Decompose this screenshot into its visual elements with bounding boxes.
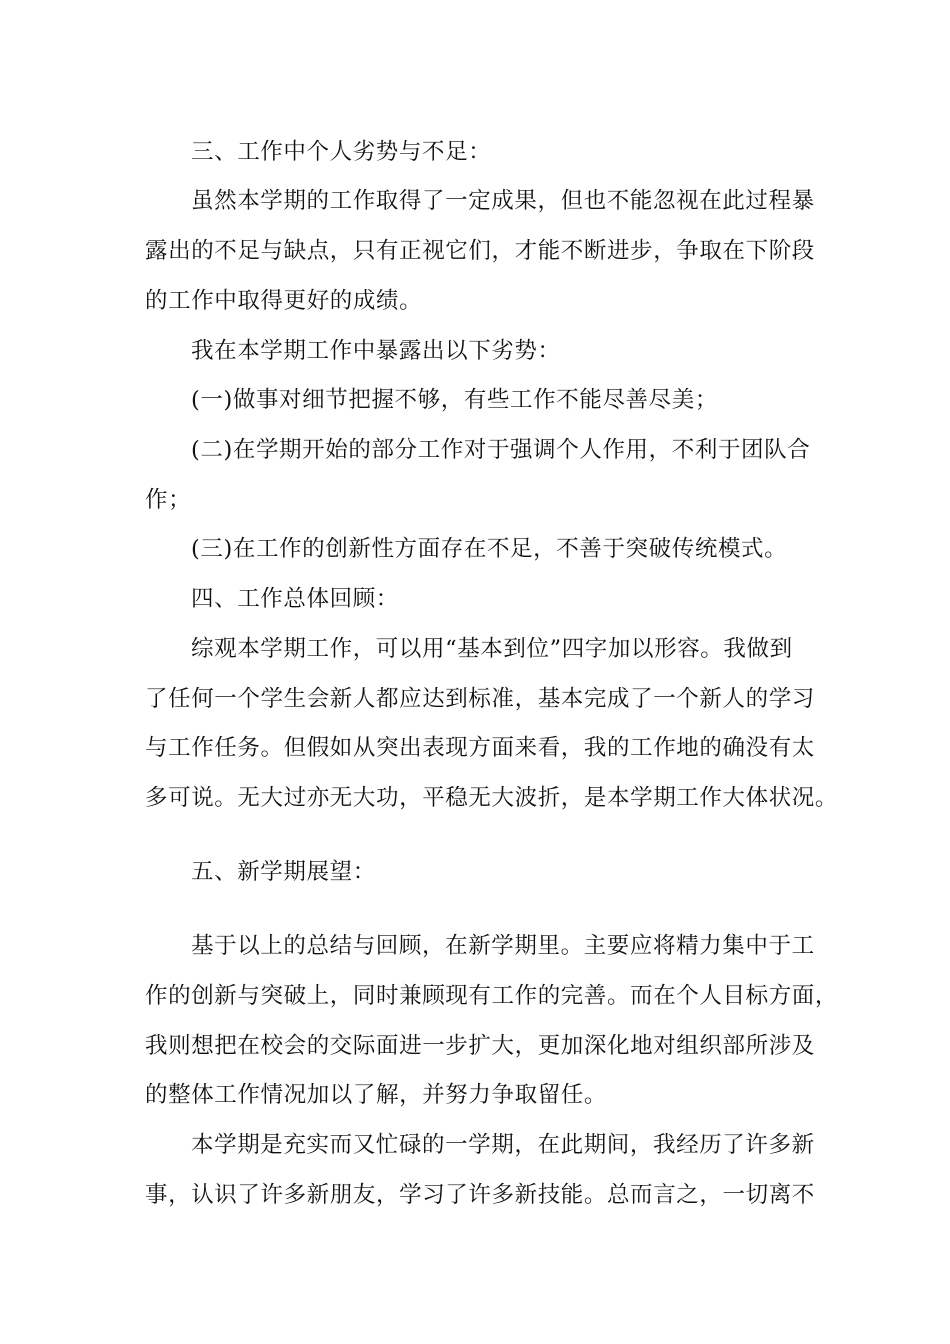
paragraph-line: 我在本学期工作中暴露出以下劣势： [191, 338, 561, 364]
list-item-two-continued: 作； [145, 487, 192, 513]
paragraph-line: 与工作任务。但假如从突出表现方面来看，我的工作地的确没有太 [145, 735, 815, 761]
paragraph-line: 虽然本学期的工作取得了一定成果，但也不能忽视在此过程暴 [191, 188, 815, 214]
paragraph-line: 多可说。无大过亦无大功，平稳无大波折，是本学期工作大体状况。 [145, 785, 839, 811]
paragraph-line: 本学期是充实而又忙碌的一学期，在此期间，我经历了许多新 [191, 1132, 815, 1158]
list-item-three: (三)在工作的创新性方面存在不足，不善于突破传统模式。 [191, 536, 788, 562]
paragraph-line: 我则想把在校会的交际面进一步扩大，更加深化地对组织部所涉及 [145, 1033, 815, 1059]
paragraph-line: 的整体工作情况加以了解，并努力争取留任。 [145, 1082, 608, 1108]
paragraph-line: 基于以上的总结与回顾，在新学期里。主要应将精力集中于工 [191, 933, 815, 959]
section-heading-outlook: 五、新学期展望： [191, 859, 376, 885]
section-heading-review: 四、工作总体回顾： [191, 586, 399, 612]
paragraph-line: 综观本学期工作，可以用“基本到位”四字加以形容。我做到 [191, 636, 793, 662]
paragraph-line: 了任何一个学生会新人都应达到标准，基本完成了一个新人的学习 [145, 686, 815, 712]
paragraph-line: 作的创新与突破上，同时兼顾现有工作的完善。而在个人目标方面， [145, 983, 839, 1009]
paragraph-line: 事，认识了许多新朋友，学习了许多新技能。总而言之，一切离不 [145, 1182, 815, 1208]
paragraph-line: 露出的不足与缺点，只有正视它们，才能不断进步，争取在下阶段 [145, 238, 815, 264]
section-heading-weaknesses: 三、工作中个人劣势与不足： [191, 139, 492, 165]
paragraph-line: 的工作中取得更好的成绩。 [145, 288, 423, 314]
list-item-one: (一)做事对细节把握不够，有些工作不能尽善尽美； [191, 387, 718, 413]
list-item-two: (二)在学期开始的部分工作对于强调个人作用，不利于团队合 [191, 437, 811, 463]
